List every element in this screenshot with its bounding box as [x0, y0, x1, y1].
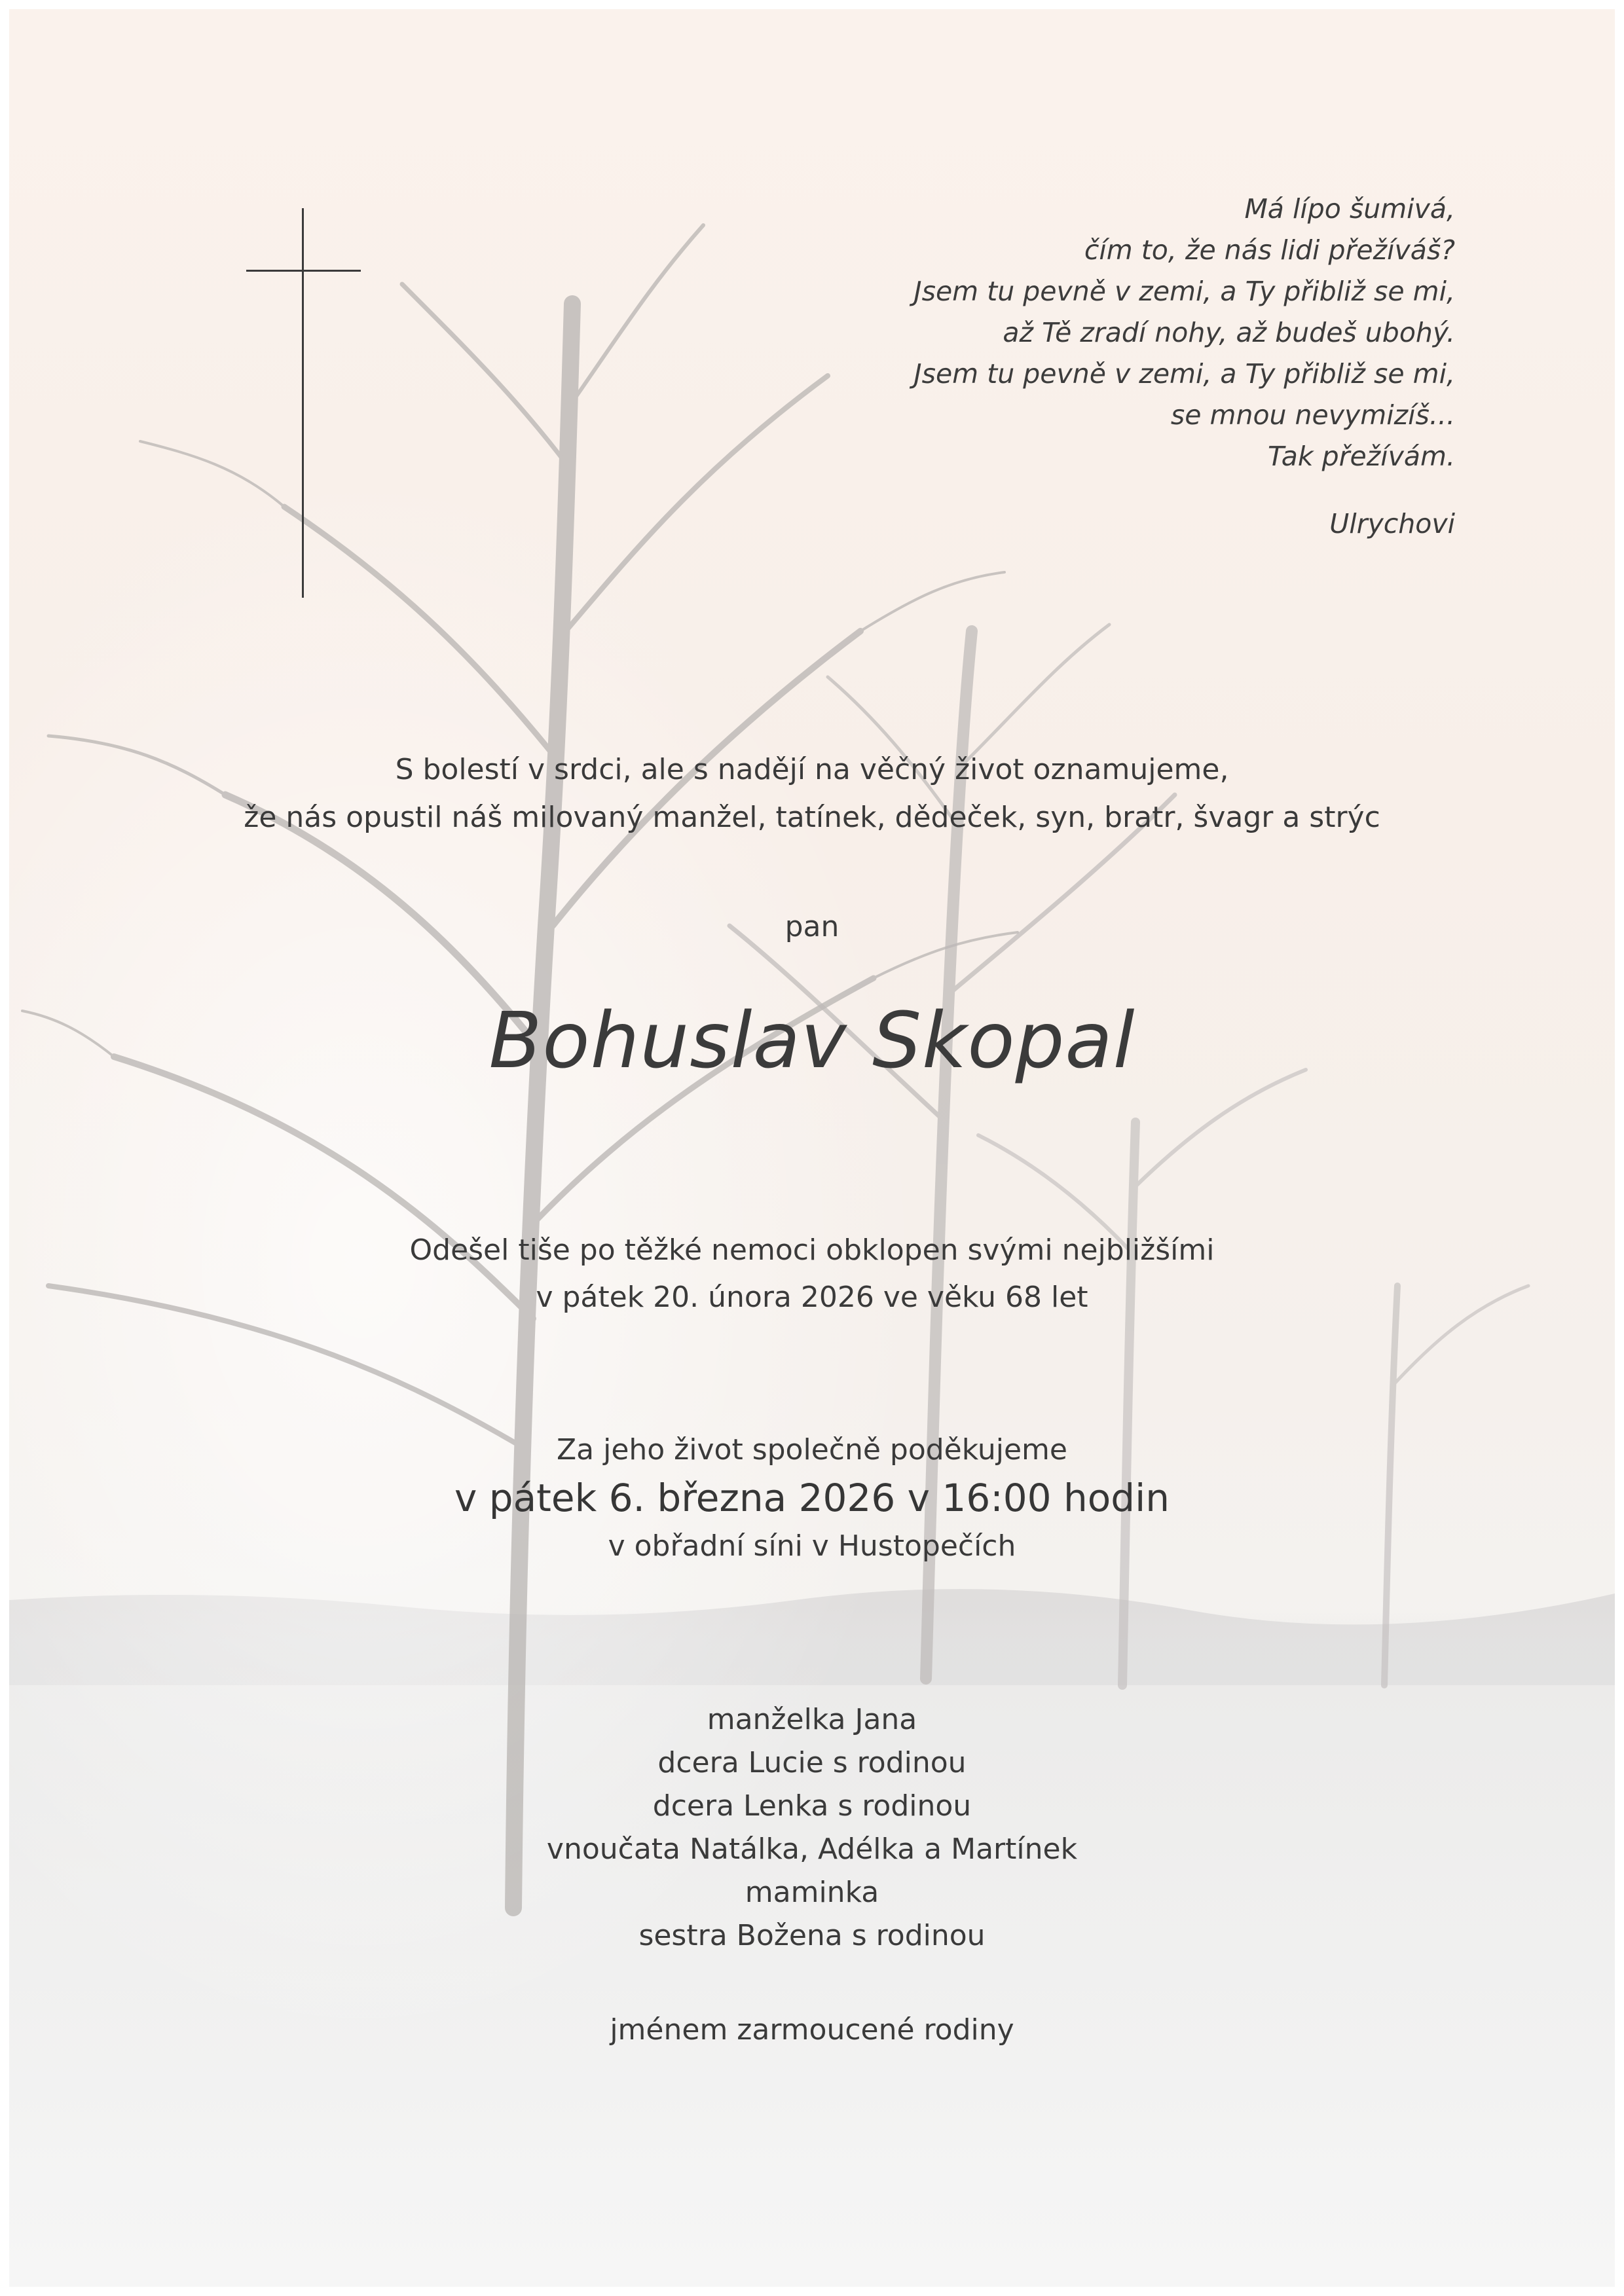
- announcement-line: S bolestí v srdci, ale s nadějí na věčný život oznamujeme,: [395, 753, 1229, 786]
- mourner-item: manželka Jana: [707, 1703, 917, 1736]
- funeral-place: v obřadní síni v Hustopečích: [608, 1529, 1016, 1563]
- poem-line: se mnou nevymizíš...: [1170, 399, 1455, 431]
- mourners-list: [9, 1698, 1615, 1958]
- poem-author: Ulrychovi: [1329, 508, 1455, 539]
- closing-line: jménem zarmoucené rodiny: [610, 2013, 1014, 2047]
- death-line: v pátek 20. února 2026 ve věku 68 let: [536, 1281, 1088, 1314]
- honorific: pan: [784, 910, 840, 943]
- poem-line: až Tě zradí nohy, až budeš ubohý.: [1003, 317, 1455, 348]
- poem-line: Tak přežívám.: [1267, 441, 1455, 472]
- death-notice: [9, 1227, 1615, 1321]
- death-line: Odešel tiše po těžké nemoci obklopen svými nejbližšími: [409, 1233, 1215, 1267]
- poem-line: Má lípo šumivá,: [1244, 193, 1455, 225]
- funeral-datetime: v pátek 6. března 2026 v 16:00 hodin: [454, 1476, 1170, 1520]
- deceased-name: Bohuslav Skopal: [489, 995, 1135, 1085]
- poem-line: čím to, že nás lidi přežíváš?: [1084, 234, 1455, 266]
- poem-line: Jsem tu pevně v zemi, a Ty přibliž se mi,: [913, 358, 1455, 390]
- mourner-item: maminka: [745, 1876, 879, 1909]
- announcement: [9, 746, 1615, 841]
- announcement-line: že nás opustil náš milovaný manžel, tatínek, dědeček, syn, bratr, švagr a strýc: [244, 801, 1380, 834]
- mourner-item: dcera Lenka s rodinou: [652, 1789, 972, 1823]
- poem-block: [669, 189, 1455, 545]
- mourner-item: vnoučata Natálka, Adélka a Martínek: [546, 1832, 1078, 1866]
- funeral-intro: Za jeho život společně poděkujeme: [557, 1433, 1067, 1467]
- poem-line: Jsem tu pevně v zemi, a Ty přibliž se mi,: [913, 276, 1455, 307]
- mourner-item: sestra Božena s rodinou: [638, 1919, 986, 1952]
- parte-sheet: [9, 9, 1615, 2287]
- mourner-item: dcera Lucie s rodinou: [657, 1746, 967, 1779]
